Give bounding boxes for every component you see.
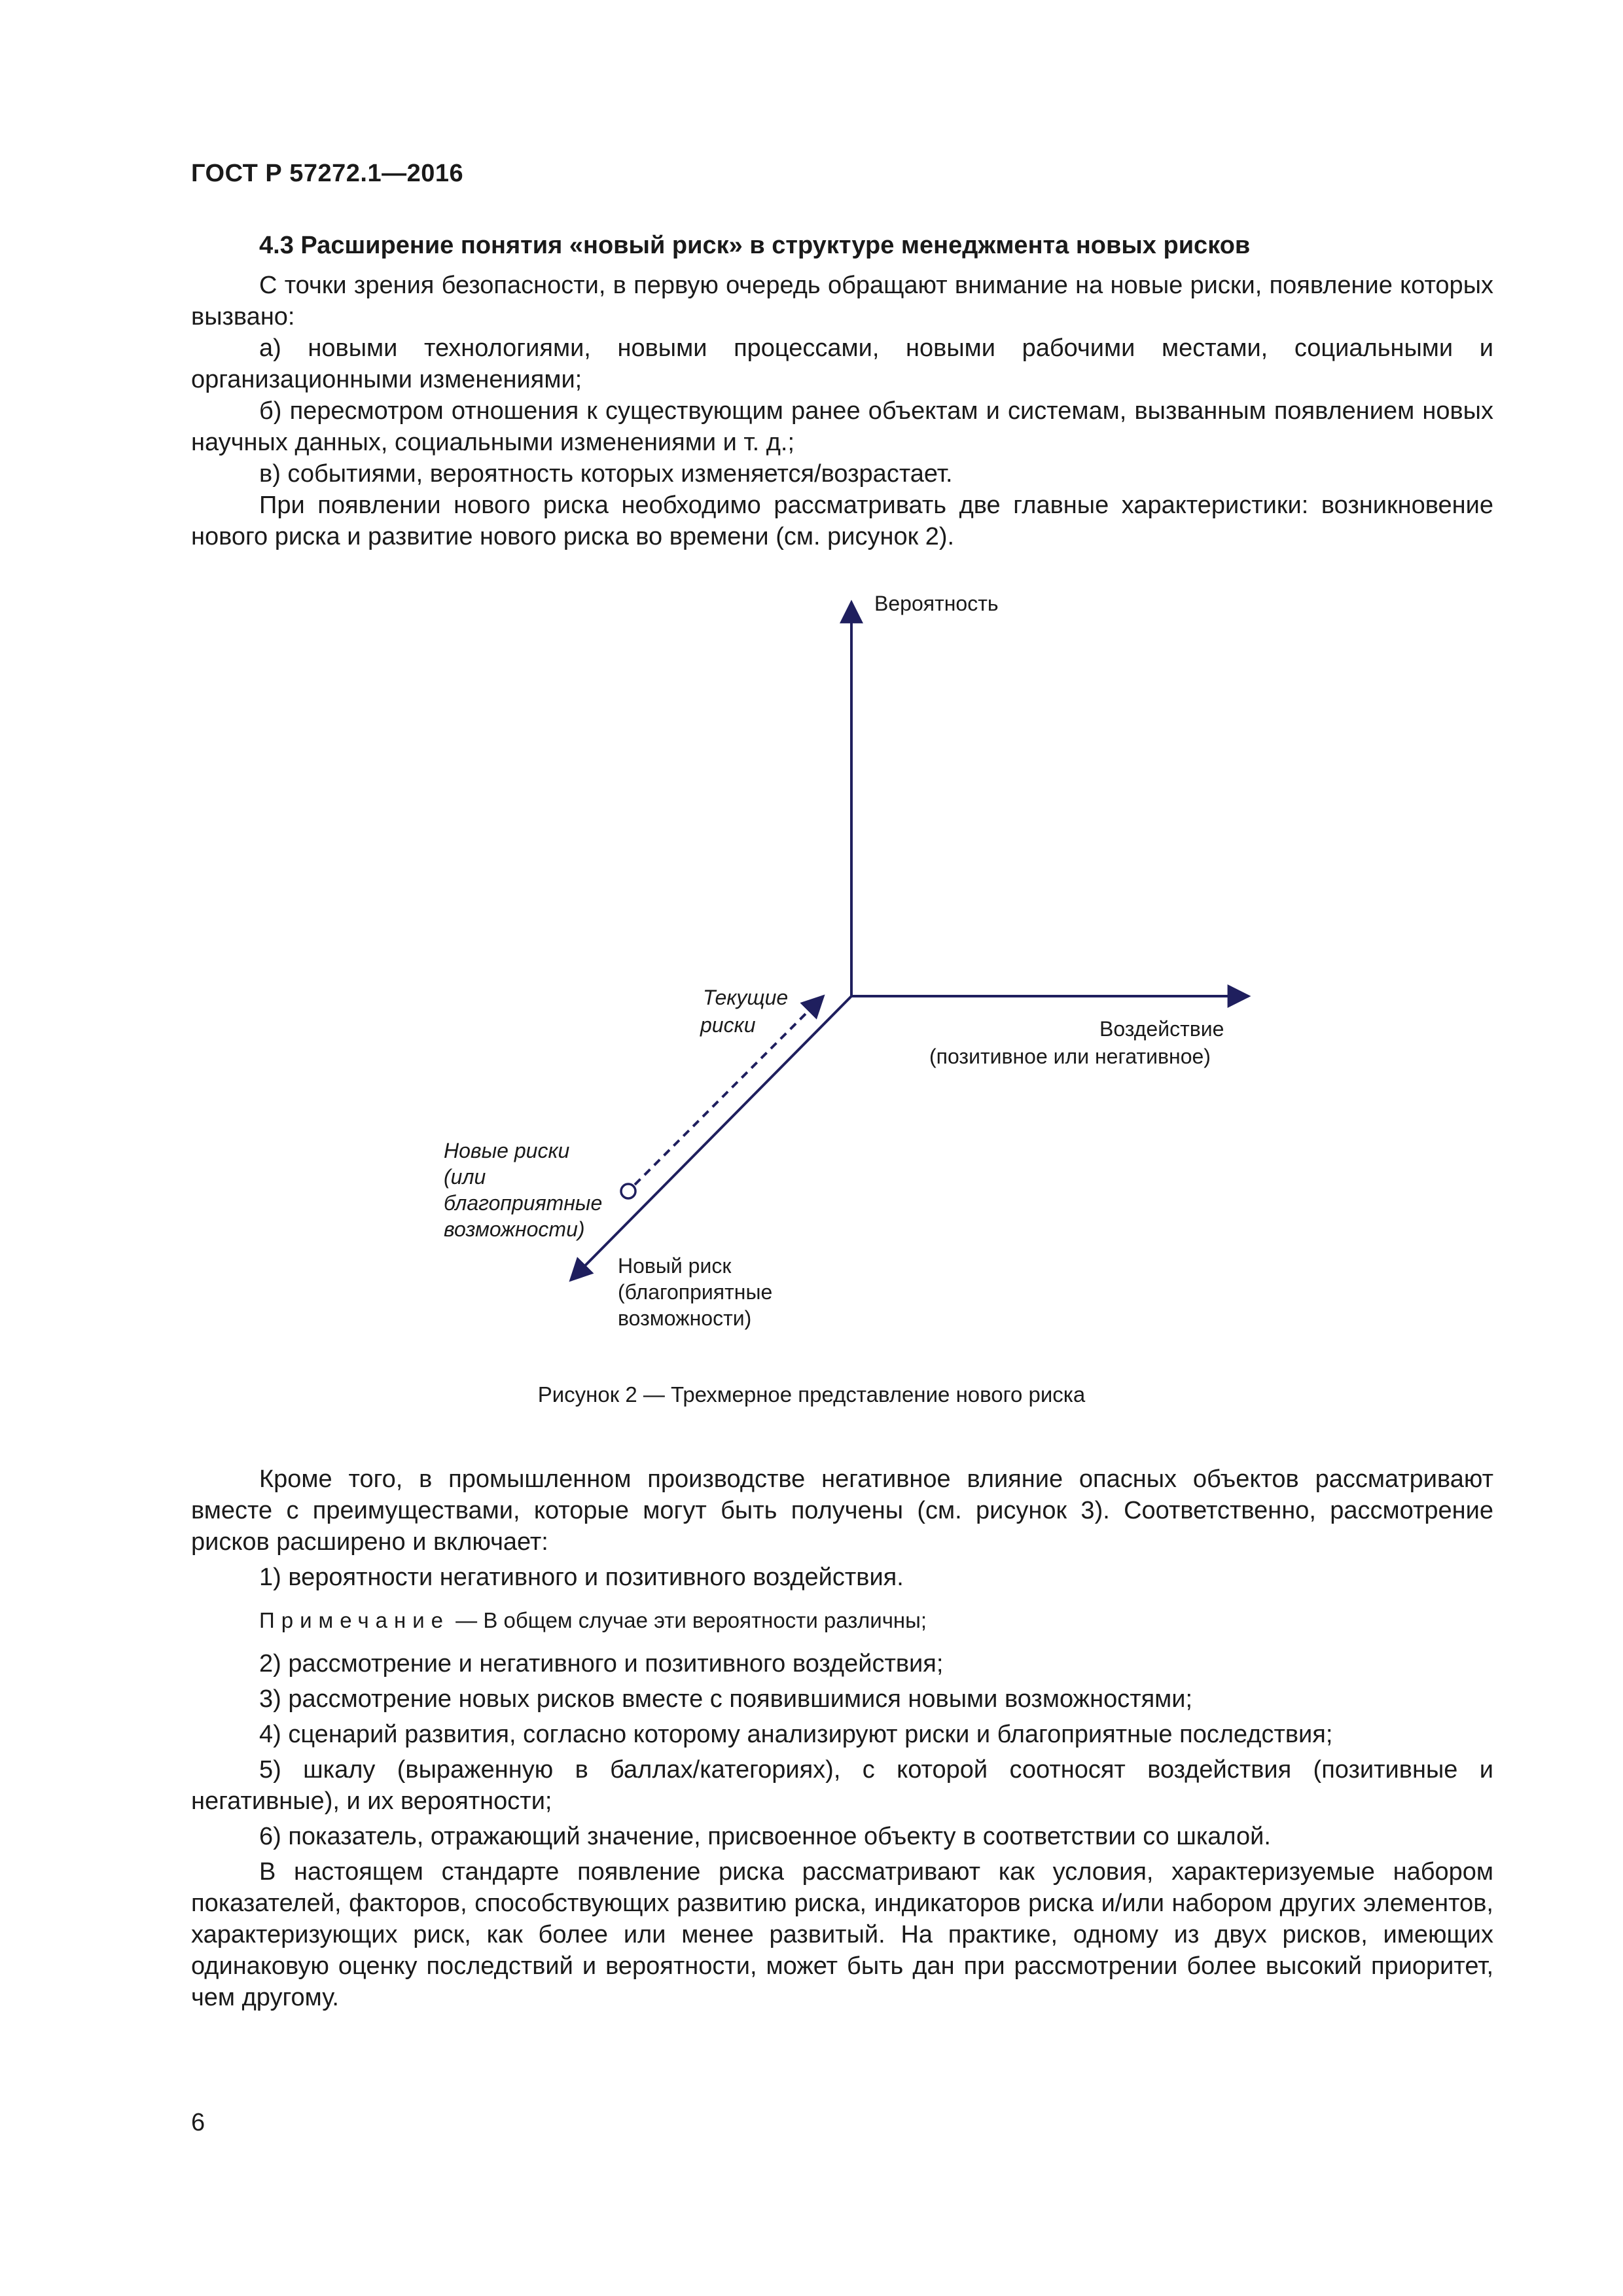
list-item-a: а) новыми технологиями, новыми процессами, новыми рабочими местами, социальными и организационными изменениями; — [191, 334, 1493, 393]
current-risks-label-line-2: риски — [700, 1013, 756, 1037]
main-text-block — [191, 1463, 1493, 2013]
list-item-1: 1) вероятности негативного и позитивного воздействия. — [259, 1564, 904, 1591]
note-text: — В общем случае эти вероятности различны; — [450, 1608, 927, 1632]
new-risks-label-line-3: благоприятные — [444, 1191, 603, 1215]
figure-3d-risk-diagram — [419, 576, 1270, 1361]
page-number: 6 — [191, 2109, 205, 2136]
new-risk-axis-label-line-3: возможности) — [618, 1306, 752, 1330]
new-risks-label-line-1: Новые риски — [444, 1139, 570, 1162]
new-risk-point — [621, 1184, 635, 1198]
probability-axis-label: Вероятность — [874, 592, 999, 615]
new-risk-axis-label-line-2: (благоприятные — [618, 1280, 773, 1304]
list-item-2: 2) рассмотрение и негативного и позитивного воздействия; — [259, 1650, 944, 1677]
list-item-5: 5) шкалу (выраженную в баллах/категориях), с которой соотносят воздействия (позитивные и негативные), и их вероятности; — [191, 1756, 1493, 1815]
body-paragraph-2: В настоящем стандарте появление риска рассматривают как условия, характеризуемые набором показателей, факторов, способствующих развитию риска, индикаторов риска и/или набором других элементов, характеризующих риск, как более или менее развитый. На практике, одному из двух рисков, имеющих одинаковую оценку последствий и вероятности, может быть дан при рассмотрении более высокий приоритет, чем другому. — [191, 1858, 1493, 2011]
list-item-4: 4) сценарий развития, согласно которому анализируют риски и благоприятные последствия; — [259, 1721, 1333, 1748]
intro-paragraph-2: При появлении нового риска необходимо рассматривать две главные характеристики: возникновение нового риска и развитие нового риска во времени (см. рисунок 2). — [191, 492, 1493, 550]
impact-axis-label: Воздействие — [1099, 1017, 1224, 1041]
list-item-c: в) событиями, вероятность которых изменяется/возрастает. — [259, 460, 953, 488]
body-paragraph-1: Кроме того, в промышленном производстве негативное влияние опасных объектов рассматривают вместе с преимуществами, которые могут быть получены (см. рисунок 3). Соответственно, рассмотрение рисков расширено и включает: — [191, 1465, 1493, 1556]
section-heading: 4.3 Расширение понятия «новый риск» в структуре менеджмента новых рисков — [259, 232, 1251, 259]
list-item-b: б) пересмотром отношения к существующим ранее объектам и системам, вызванным появлением новых научных данных, социальными изменениями и т. д.; — [191, 397, 1493, 456]
note — [191, 1605, 1493, 1636]
impact-axis-sublabel: (позитивное или негативное) — [929, 1045, 1211, 1068]
figure-caption: Рисунок 2 — Трехмерное представление нового риска — [537, 1382, 1086, 1407]
new-risks-label-line-2: (или — [444, 1165, 486, 1189]
new-risk-axis — [571, 996, 851, 1280]
intro-block — [191, 270, 1493, 552]
document-standard-number: ГОСТ Р 57272.1—2016 — [191, 160, 464, 187]
new-risk-axis-label-line-1: Новый риск — [618, 1254, 732, 1278]
current-risks-label-line-1: Текущие — [703, 986, 789, 1009]
list-item-6: 6) показатель, отражающий значение, присвоенное объекту в соответствии со шкалой. — [259, 1823, 1271, 1850]
note-label: Примечание — [259, 1608, 450, 1632]
diagram-canvas — [419, 576, 1270, 1361]
intro-paragraph-1: С точки зрения безопасности, в первую очередь обращают внимание на новые риски, появление которых вызвано: — [191, 272, 1493, 331]
new-risks-label-line-4: возможности) — [444, 1217, 585, 1241]
list-item-3: 3) рассмотрение новых рисков вместе с появившимися новыми возможностями; — [259, 1685, 1193, 1713]
